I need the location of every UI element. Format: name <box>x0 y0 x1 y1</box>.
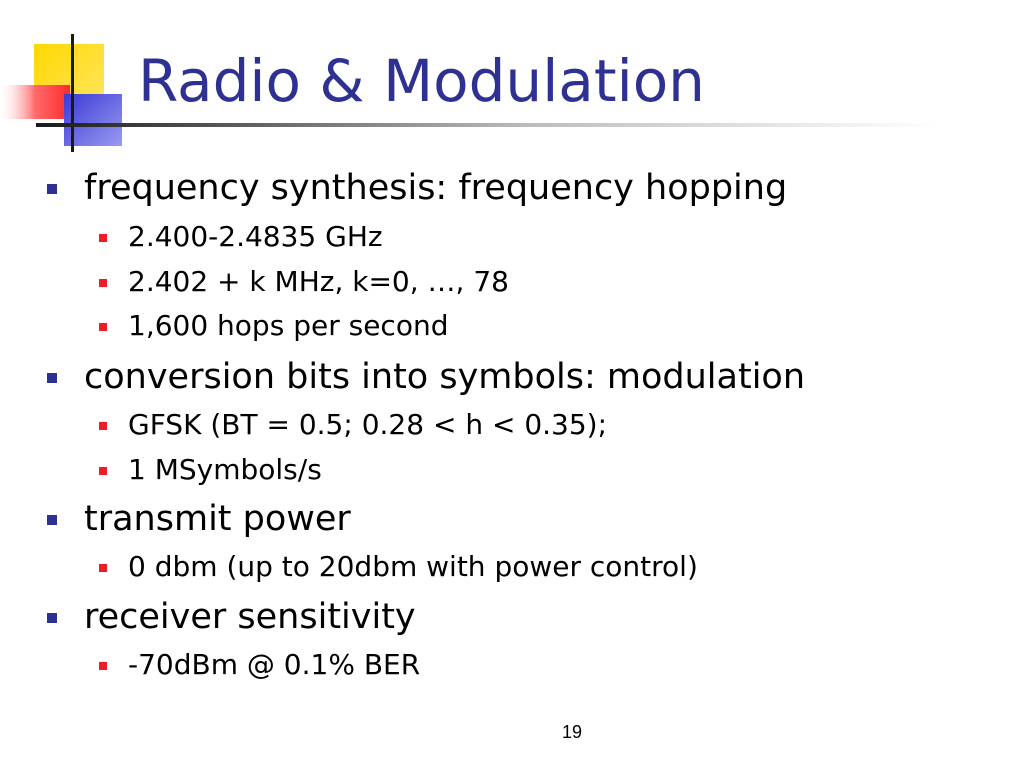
bullet-receiver-sensitivity: receiver sensitivity <box>84 597 416 637</box>
sub-bullet-gfsk: GFSK (BT = 0.5; 0.28 < h < 0.35); <box>128 408 608 441</box>
sub-bullet-frequency-band: 2.400-2.4835 GHz <box>128 220 383 253</box>
sub-bullet-power-level: 0 dbm (up to 20dbm with power control) <box>128 550 698 583</box>
bullet-frequency-synthesis: frequency synthesis: frequency hopping <box>84 168 788 208</box>
sub-bullet-hop-rate: 1,600 hops per second <box>128 309 449 342</box>
bullet-transmit-power: transmit power <box>84 499 351 539</box>
sub-bullet-sensitivity-value: -70dBm @ 0.1% BER <box>128 648 421 681</box>
page-number: 19 <box>561 722 583 742</box>
sub-bullet-channel-formula: 2.402 + k MHz, k=0, …, 78 <box>128 265 509 298</box>
bullet-conversion-modulation: conversion bits into symbols: modulation <box>84 357 806 397</box>
sub-bullet-symbol-rate: 1 MSymbols/s <box>128 453 322 486</box>
slide-title: Radio & Modulation <box>138 47 705 115</box>
